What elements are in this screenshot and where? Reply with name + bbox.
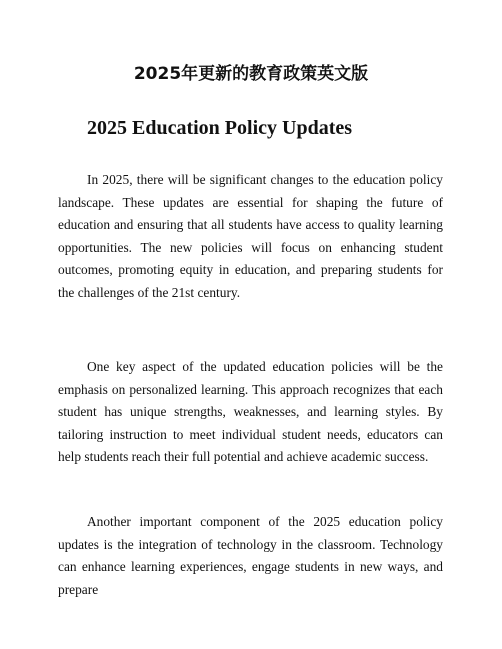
paragraph: In 2025, there will be significant changes to the education policy landscape. These updates are essential for shaping the future of education and ensuring that all students have access to quality learning opportunities. The new policies will focus on enhancing student outcomes, promoting equity in education, and preparing students for the challenges of the 21st century. <box>58 172 443 300</box>
paragraph: Another important component of the 2025 education policy updates is the integration of technology in the classroom. Technology can enhance learning experiences, engage students in new ways, and prepare <box>58 514 443 597</box>
document-title: 2025年更新的教育政策英文版 <box>133 64 369 84</box>
paragraph: One key aspect of the updated education policies will be the emphasis on personalized learning. This approach recognizes that each student has unique strengths, weaknesses, and learning styles. By tailoring instruction to meet individual student needs, educators can help students reach their full potential and achieve academic success. <box>58 359 443 465</box>
document-subtitle: 2025 Education Policy Updates <box>87 117 353 139</box>
